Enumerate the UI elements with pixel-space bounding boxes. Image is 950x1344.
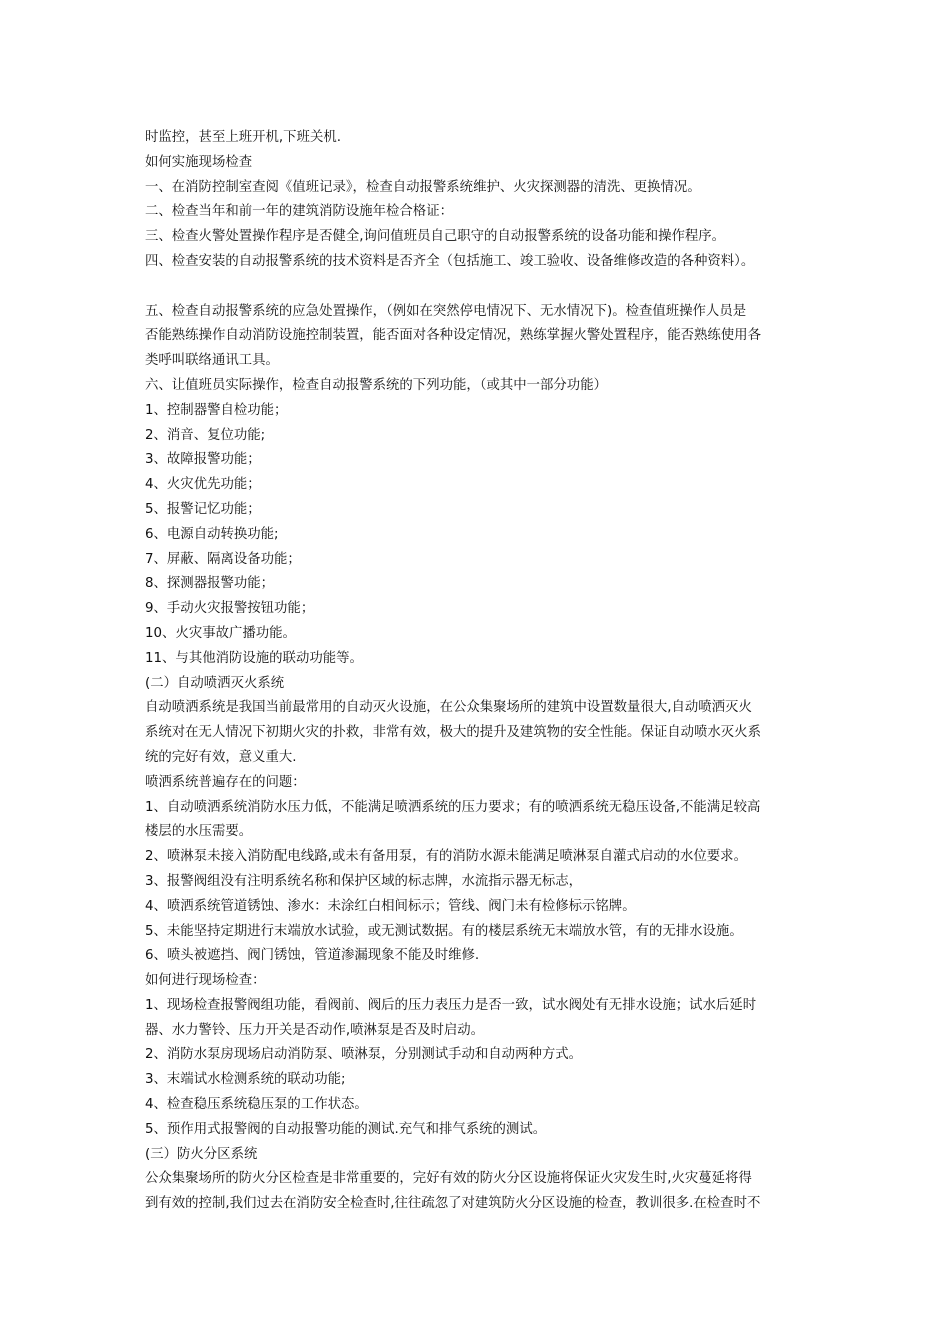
list-item: 6、电源自动转换功能;	[145, 526, 279, 542]
section-heading: 如何实施现场检查	[145, 154, 253, 170]
blank-line	[145, 275, 813, 300]
list-item: 10、火灾事故广播功能。	[145, 625, 296, 641]
list-item: 11、与其他消防设施的联动功能等。	[145, 650, 363, 666]
list-item: 3、故障报警功能；	[145, 452, 261, 468]
list-item: 1、控制器警自检功能；	[145, 402, 288, 418]
list-item: 2、消音、复位功能;	[145, 427, 266, 443]
list-item: 8、探测器报警功能；	[145, 576, 275, 592]
section-heading: 喷洒系统普遍存在的问题：	[145, 774, 306, 790]
list-item: 7、屏蔽、隔离设备功能；	[145, 551, 301, 567]
list-item: 9、手动火灾报警按钮功能；	[145, 601, 315, 617]
text-line: 统的完好有效，意义重大.	[145, 749, 297, 765]
text-line: 时监控，甚至上班开机,下班关机.	[145, 130, 341, 145]
text-line: 楼层的水压需要。	[145, 824, 253, 840]
text-line: 一、在消防控制室查阅《值班记录》，检查自动报警系统维护、火灾探测器的清洗、更换情况。	[145, 179, 701, 195]
list-item: 5、预作用式报警阀的自动报警功能的测试.充气和排气系统的测试。	[145, 1121, 547, 1137]
text-line: 四、检查安装的自动报警系统的技术资料是否齐全（包括施工、竣工验收、设备维修改造的各种资料）。	[145, 253, 755, 269]
text-line: 六、让值班员实际操作，检查自动报警系统的下列功能，（或其中一部分功能）	[145, 377, 607, 393]
list-item: 4、喷洒系统管道锈蚀、渗水：未涂红白相间标示；管线、阀门未有检修标示铭牌。	[145, 898, 636, 914]
text-line: 系统对在无人情况下初期火灾的扑救，非常有效，极大的提升及建筑物的安全性能。保证自动喷水灭火系	[145, 725, 761, 741]
text-line: 器、水力警铃、压力开关是否动作,喷淋泵是否及时启动。	[145, 1022, 485, 1038]
text-line: 三、检查火警处置操作程序是否健全,询问值班员自己职守的自动报警系统的设备功能和操作程序。	[145, 229, 726, 245]
text-line: 自动喷洒系统是我国当前最常用的自动灭火设施，在公众集聚场所的建筑中设置数量很大,自动喷洒灭火	[145, 700, 752, 716]
text-line: 到有效的控制,我们过去在消防安全检查时,往往疏忽了对建筑防火分区设施的检查，教训很多.在检查时不	[145, 1196, 761, 1212]
text-line: 类呼叫联络通讯工具。	[145, 353, 279, 369]
text-line: 公众集聚场所的防火分区检查是非常重要的，完好有效的防火分区设施将保证火灾发生时,火灾蔓延将得	[145, 1171, 752, 1187]
list-item: 5、报警记忆功能；	[145, 501, 261, 517]
section-heading: 如何进行现场检查：	[145, 973, 266, 989]
list-item: 2、喷淋泵未接入消防配电线路,或未有备用泵，有的消防水源未能满足喷淋泵自灌式启动的水位要求。	[145, 849, 747, 865]
text-line: 否能熟练操作自动消防设施控制装置，能否面对各种设定情况，熟练掌握火警处置程序，能否熟练使用各	[145, 328, 761, 344]
text-line: 二、检查当年和前一年的建筑消防设施年检合格证：	[145, 204, 453, 220]
list-item: 3、报警阀组没有注明系统名称和保护区域的标志牌，水流指示器无标志，	[145, 873, 583, 889]
list-item: 1、现场检查报警阀组功能，看阀前、阀后的压力表压力是否一致，试水阀处有无排水设施；试水后延时	[145, 997, 757, 1013]
section-heading: (二）自动喷洒灭火系统	[145, 675, 285, 691]
document-page	[145, 126, 813, 1217]
list-item: 1、自动喷洒系统消防水压力低，不能满足喷洒系统的压力要求；有的喷洒系统无稳压设备,不能满足较高	[145, 799, 761, 815]
list-item: 5、未能坚持定期进行末端放水试验，或无测试数据。有的楼层系统无末端放水管，有的无排水设施。	[145, 923, 743, 939]
list-item: 4、火灾优先功能；	[145, 477, 261, 493]
list-item: 4、检查稳压系统稳压泵的工作状态。	[145, 1097, 368, 1113]
section-heading: (三）防火分区系统	[145, 1146, 258, 1162]
list-item: 6、喷头被遮挡、阀门锈蚀，管道渗漏现象不能及时维修.	[145, 948, 480, 964]
list-item: 3、末端试水检测系统的联动功能;	[145, 1072, 346, 1088]
list-item: 2、消防水泵房现场启动消防泵、喷淋泵，分别测试手动和自动两种方式。	[145, 1047, 583, 1063]
text-line: 五、检查自动报警系统的应急处置操作，（例如在突然停电情况下、无水情况下)。检查值班操作人员是	[145, 303, 747, 319]
